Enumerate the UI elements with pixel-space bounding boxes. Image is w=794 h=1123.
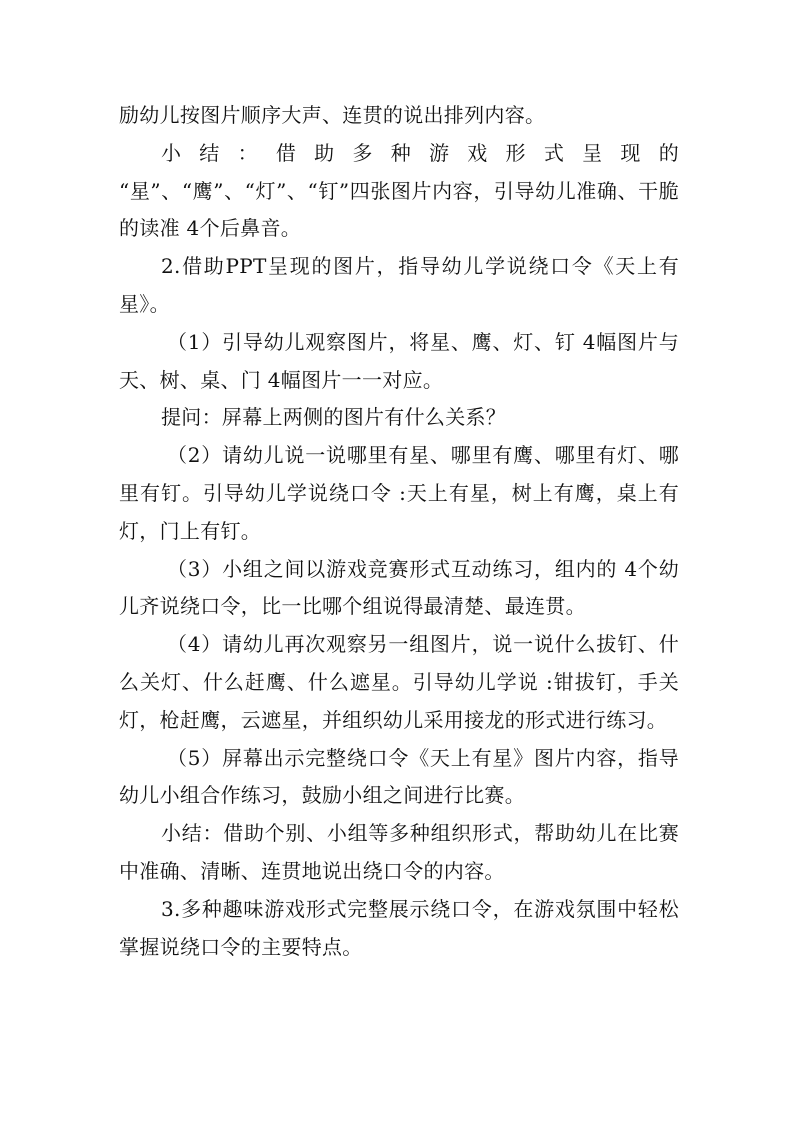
- paragraph-step-2: 2.借助PPT呈现的图片，指导幼儿学说绕口令《天上有星》。: [119, 254, 679, 316]
- paragraph-substep-4: （4）请幼儿再次观察另一组图片，说一说什么拔钉、什么关灯、什么赶鹰、什么遮星。引导幼儿学说 :钳拔钉，手关灯，枪赶鹰，云遮星，并组织幼儿采用接龙的形式进行练习。: [119, 632, 679, 732]
- paragraph-step-3: 3.多种趣味游戏形式完整展示绕口令，在游戏氛围中轻松掌握说绕口令的主要特点。: [119, 896, 679, 959]
- document-body: [119, 97, 679, 966]
- paragraph-substep-1: （1）引导幼儿观察图片，将星、鹰、灯、钉 4幅图片与天、树、桌、门 4幅图片一一对应。: [119, 329, 679, 392]
- paragraph-summary-2: 小结：借助个别、小组等多种组织形式，帮助幼儿在比赛中准确、清晰、连贯地说出绕口令的内容。: [119, 821, 679, 883]
- paragraph-substep-5: （5）屏幕出示完整绕口令《天上有星》图片内容，指导幼儿小组合作练习，鼓励小组之间进行比赛。: [119, 745, 679, 808]
- paragraph-continuation: 励幼儿按图片顺序大声、连贯的说出排列内容。: [119, 103, 546, 127]
- paragraph-substep-2: （2）请幼儿说一说哪里有星、哪里有鹰、哪里有灯、哪里有钉。引导幼儿学说绕口令 :天上有星，树上有鹰，桌上有灯，门上有钉。: [119, 443, 679, 543]
- paragraph-substep-3: （3）小组之间以游戏竞赛形式互动练习，组内的 4个幼儿齐说绕口令，比一比哪个组说得最清楚、最连贯。: [119, 556, 679, 619]
- paragraph-question: 提问：屏幕上两侧的图片有什么关系？: [161, 405, 507, 430]
- paragraph-summary-1: 小结：借助多种游戏形式呈现的 “星”、“鹰”、“灯”、“钉”四张图片内容，引导幼儿准确、干脆的读准 4个后鼻音。: [119, 140, 679, 241]
